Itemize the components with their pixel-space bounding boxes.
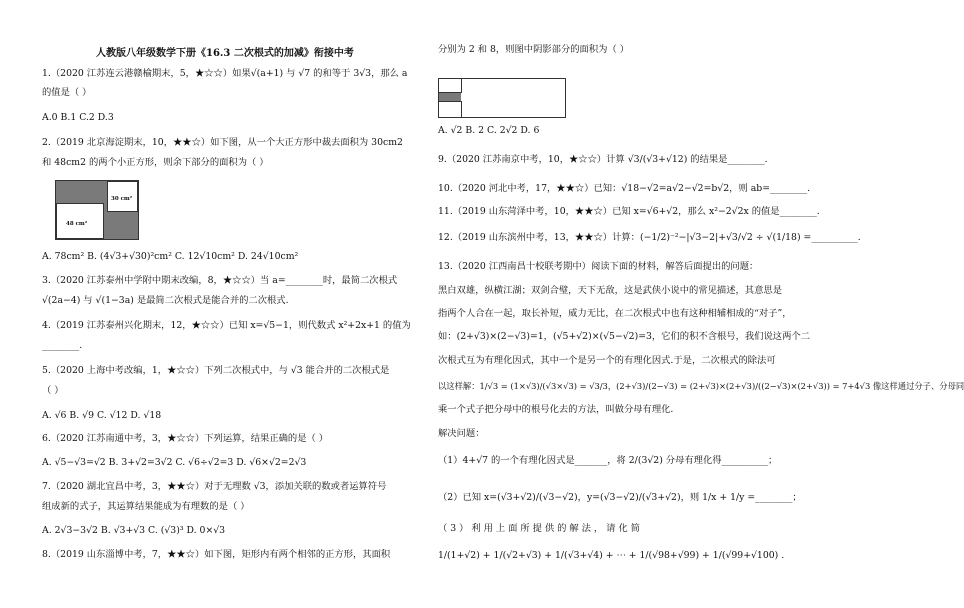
q13-line-7: 乘一个式子把分母中的根号化去的方法，叫做分母有理化.: [438, 404, 674, 415]
q2-options: A. 78cm² B. (4√3+√30)²cm² C. 12√10cm² D. 24√10cm²: [42, 251, 299, 262]
q13-line-6: 以这样解：1/√3 = (1×√3)/(√3×√3) = √3/3，(2+√3)/(2−√3) = (2+√3)×(2+√3)/((2−√3)×(2+√3)) = 7+4√3 像这样通过分子、分母同: [438, 381, 964, 391]
q2-line-2: 和 48cm2 的两个小正方形，则余下部分的面积为（ ）: [42, 157, 269, 168]
q13-line-8: 解决问题：: [438, 428, 485, 439]
small-square: [107, 181, 138, 212]
q1-line-1: 1.（2020 江苏连云港赣榆期末，5，★☆☆）如果√(a+1) 与 √7 的和等于 3√3，那么 a: [42, 68, 408, 79]
q13-sub-3: （ 3 ） 利 用 上 面 所 提 供 的 解 法 ， 请 化 简: [438, 523, 640, 534]
q13-sub-3-formula: 1/(1+√2) + 1/(√2+√3) + 1/(√3+√4) + ⋯ + 1/(√98+√99) + 1/(√99+√100) .: [438, 550, 785, 561]
q2-figure: [55, 180, 139, 240]
q8-figure: [438, 78, 566, 118]
q13-sub-1: （1）4+√7 的一个有理化因式是_______，将 2/(3√2) 分母有理化得__________；: [438, 455, 778, 466]
q6-line-1: 6.（2020 江苏南通中考，3，★☆☆）下列运算，结果正确的是（ ）: [42, 433, 329, 444]
q13-line-4: 如：(2+√3)×(2−√3)=1，(√5+√2)×(√5−√2)=3，它们的积不含根号，我们说这两个二: [438, 331, 810, 342]
q8-options: A. √2 B. 2 C. 2√2 D. 6: [438, 125, 540, 136]
q5-line-2: （ ）: [42, 385, 64, 396]
q4-line-2: ________.: [42, 340, 83, 351]
q9: 9.（2020 江苏南京中考，10，★☆☆）计算 √3/(√3+√12) 的结果是________.: [438, 154, 768, 165]
q1-options: A.0 B.1 C.2 D.3: [42, 112, 114, 123]
q5-line-1: 5.（2020 上海中考改编，1，★☆☆）下列二次根式中，与 √3 能合并的二次根式是: [42, 365, 390, 376]
q7-line-2: 组成新的式子，其运算结果能成为有理数的是（ ）: [42, 501, 250, 512]
q13-line-1: 13.（2020 江西南昌十校联考期中）阅读下面的材料，解答后面提出的问题：: [438, 261, 759, 272]
q8-square-large: [439, 101, 462, 118]
q13-sub-2: （2）已知 x=(√3+√2)/(√3−√2)，y=(√3−√2)/(√3+√2)，则 1/x + 1/y =________；: [438, 492, 802, 503]
page-title: 人教版八年级数学下册《16.3 二次根式的加减》衔接中考: [96, 48, 354, 59]
q5-options: A. √6 B. √9 C. √12 D. √18: [42, 410, 162, 421]
q11: 11.（2019 山东菏泽中考，10，★★☆）已知 x=√6+√2，那么 x²−2√2x 的值是________.: [438, 206, 820, 217]
q6-options: A. √5−√3=√2 B. 3+√2=3√2 C. √6÷√2=3 D. √6×√2=2√3: [42, 457, 307, 468]
q10: 10.（2020 河北中考，17，★★☆）已知：√18−√2=a√2−√2=b√2，则 ab=________.: [438, 183, 811, 194]
q3-line-2: √(2a−4) 与 √(1−3a) 是最简二次根式是能合并的二次根式.: [42, 295, 289, 306]
q3-line-1: 3.（2020 江苏泰州中学附中期末改编，8，★☆☆）当 a=________时，最简二次根式: [42, 275, 398, 286]
large-square: [56, 203, 104, 239]
q4-line-1: 4.（2019 江苏泰州兴化期末，12，★☆☆）已知 x=√5−1，则代数式 x²+2x+1 的值为: [42, 320, 411, 331]
q8-square-small: [439, 79, 462, 93]
q2-line-1: 2.（2019 北京海淀期末，10，★★☆）如下图，从一个大正方形中裁去面积为 30cm2: [42, 137, 403, 148]
q12: 12.（2019 山东滨州中考，13，★★☆）计算：(−1/2)⁻²−|√3−2|+√3/√2 ÷ √(1/18) =__________.: [438, 232, 861, 243]
large-square-label: 48 cm²: [66, 221, 88, 227]
q13-line-3: 指两个人合在一起，取长补短，威力无比，在二次根式中也有这种相辅相成的“对子”，: [438, 308, 792, 319]
q13-line-2: 黑白双雄，纵横江湖；双剑合璧，天下无敌，这是武侠小说中的常见描述，其意思是: [438, 285, 782, 296]
q8-line-1: 8.（2019 山东淄博中考，7，★★☆）如下图，矩形内有两个相邻的正方形，其面积: [42, 549, 391, 560]
small-square-label: 30 cm²: [111, 196, 133, 202]
q13-line-5: 次根式互为有理化因式，其中一个是另一个的有理化因式.于是，二次根式的除法可: [438, 355, 776, 366]
q7-options: A. 2√3−3√2 B. √3+√3 C. (√3)³ D. 0×√3: [42, 525, 226, 536]
q7-line-1: 7.（2020 湖北宜昌中考，3，★★☆）对于无理数 √3，添加关联的数或者运算符号: [42, 481, 387, 492]
q1-line-2: 的值是（ ）: [42, 87, 92, 98]
q8-shaded-region: [439, 93, 461, 101]
q8-line-2: 分别为 2 和 8，则图中阴影部分的面积为（ ）: [438, 44, 629, 55]
